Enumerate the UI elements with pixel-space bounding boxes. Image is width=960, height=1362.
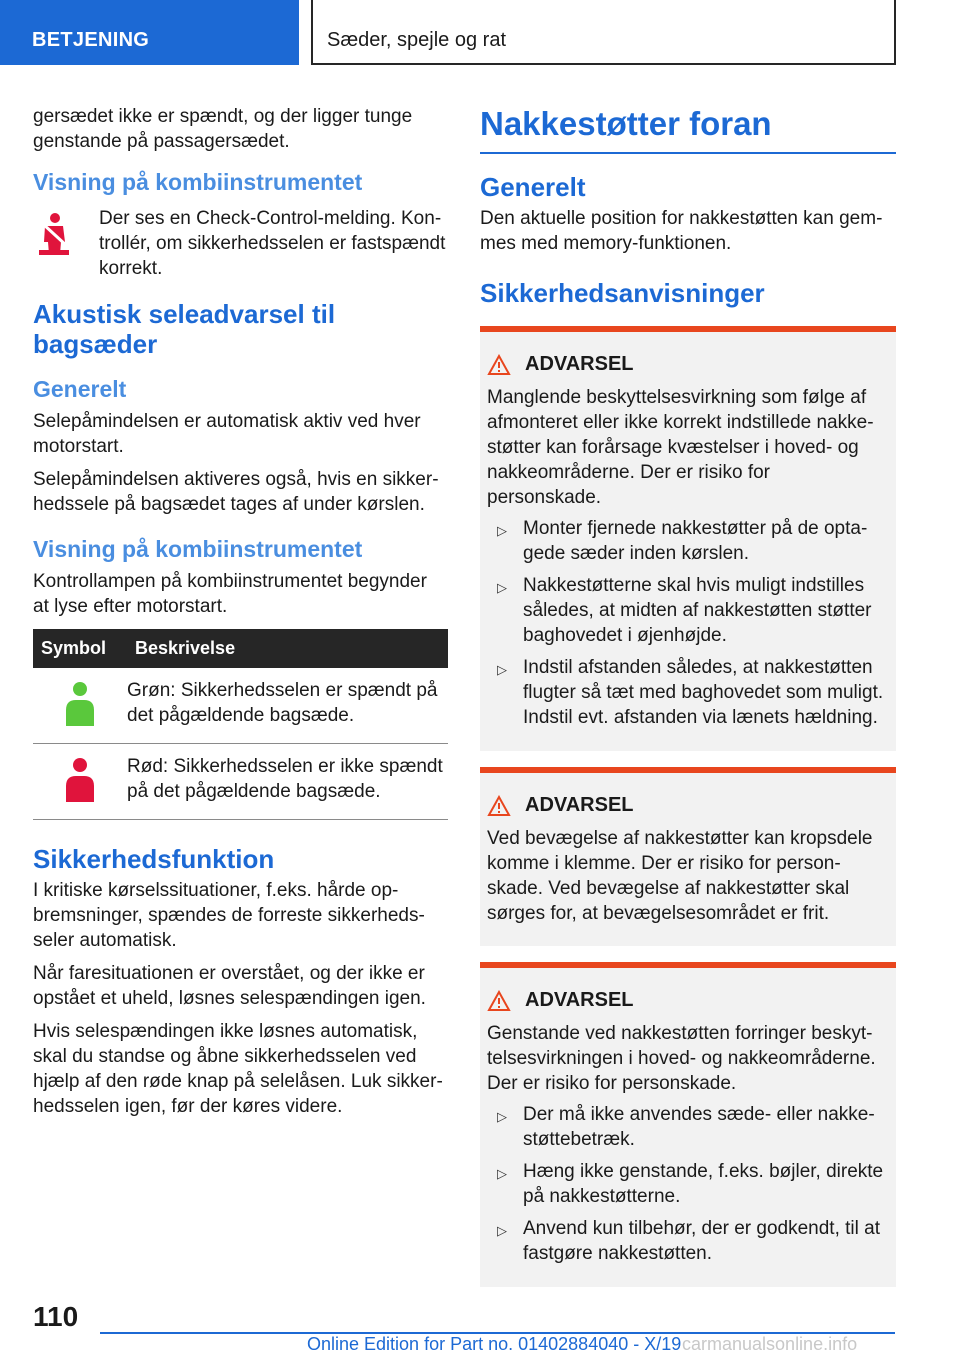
chapter-title: Sæder, spejle og rat [327,29,506,51]
table-cell-description: Grøn: Sikkerhedsselen er spændt på det pågældende bagsæde. [127,668,448,744]
warning-list [487,1102,888,1266]
page-number: 110 [33,1301,79,1332]
general-paragraph-2: Selepåmindelsen aktiveres også, hvis en sikkerhedssele på bagsædet tages af under kørslen. [33,469,439,515]
warning-triangle-icon [487,990,511,1012]
warning-text: Manglende beskyttelsesvirkning som følge af afmonteret eller ikke korrekt indstillede nakkestøtter kan forårsage kvæstelser i hoved- og nakkeområderne. Der er risiko for personskade. [487,387,874,508]
safety-function-heading: Sikkerhedsfunktion [33,844,275,874]
footer-watermark: carmanualsonline.info [682,1334,858,1354]
warning-box [480,767,896,946]
warning-box [480,962,896,1287]
warning-box [480,326,896,751]
footer-edition: Online Edition for Part no. 01402884040 - X/19 [307,1334,682,1354]
general-heading-right: Generelt [480,172,586,202]
safety-instructions-heading: Sikkerhedsanvisninger [480,278,765,308]
triangle-bullet-icon: ▷ [497,1166,507,1181]
warning-title: ADVARSEL [487,793,888,818]
safety-paragraph-3: Hvis selespændingen ikke løsnes automatisk, skal du standse og åbne sikkerhedsselen ved hjælp af den røde knap på selelåsen. Luk sikkerhedsselen igen, før der køres videre. [33,1021,443,1117]
triangle-bullet-icon: ▷ [497,1109,507,1124]
triangle-bullet-icon: ▷ [497,580,507,595]
seatbelt-warning-row [33,206,448,281]
warning-triangle-icon [487,795,511,817]
general-paragraph-1: Selepåmindelsen er automatisk aktiv ved hver motorstart. [33,411,421,457]
warning-list [487,516,888,730]
section-title: BETJENING [32,29,150,51]
triangle-bullet-icon: ▷ [497,523,507,538]
warning-title: ADVARSEL [487,352,888,377]
general-heading-left: Generelt [33,376,127,402]
table-row [33,668,448,744]
list-item: ▷ Monter fjernede nakkestøtter på de optagede sæder inden kørslen. [487,516,888,566]
red-seatbelt-icon [33,744,127,820]
table-header-description: Beskrivelse [127,629,448,668]
table-row [33,744,448,820]
triangle-bullet-icon: ▷ [497,1223,507,1238]
list-item: ▷ Hæng ikke genstande, f.eks. bøjler, direkte på nakkestøtterne. [487,1159,888,1209]
acoustic-heading: Akustisk seleadvarsel til bagsæder [33,299,336,359]
list-item: ▷ Der må ikke anvendes sæde- eller nakkestøttebetræk. [487,1102,888,1152]
general-text-right: Den aktuelle position for nakkestøtten kan gemmes med memory-funktionen. [480,208,883,254]
intro-paragraph: gersædet ikke er spændt, og der ligger tunge genstande på passagersædet. [33,106,413,152]
display-text-2: Kontrollampen på kombiinstrumentet begynder at lyse efter motorstart. [33,571,427,617]
section-tab [0,0,299,65]
list-item: ▷ Indstil afstanden således, at nakkestøtten flugter så tæt med baghovedet som muligt. Indstil evt. afstanden via lænets hældning. [487,655,888,730]
symbol-table [33,629,448,820]
headrests-title: Nakkestøtter foran [480,104,896,154]
table-cell-description: Rød: Sikkerhedsselen er ikke spændt på det pågældende bagsæde. [127,744,448,820]
display-heading-1: Visning på kombiinstrumentet [33,169,363,195]
list-item: ▷ Nakkestøtterne skal hvis muligt indstilles således, at midten af nakkestøtten støtter baghovedet i øjenhøjde. [487,573,888,648]
safety-paragraph-2: Når faresituationen er overstået, og der ikke er opstået et uheld, løsnes selespændingen igen. [33,963,426,1009]
triangle-bullet-icon: ▷ [497,662,507,677]
chapter-tab [311,0,896,65]
green-seatbelt-icon [33,668,127,744]
display-heading-2: Visning på kombiinstrumentet [33,536,363,562]
left-column [33,104,448,1127]
safety-paragraph-1: I kritiske kørselssituationer, f.eks. hårde opbremsninger, spændes de forreste sikkerhedsseler automatisk. [33,880,425,951]
warning-title: ADVARSEL [487,988,888,1013]
right-column [480,104,896,1303]
list-item: ▷ Anvend kun tilbehør, der er godkendt, til at fastgøre nakkestøtten. [487,1216,888,1266]
display-text-1: Der ses en Check-Control-melding. Kontrollér, om sikkerhedsselen er fastspændt korrekt. [99,208,446,279]
warning-triangle-icon [487,354,511,376]
seatbelt-warning-icon [33,206,99,281]
warning-text: Ved bevægelse af nakkestøtter kan kropsdele komme i klemme. Der er risiko for personskade. Ved bevægelse af nakkestøtter skal sørges for, at bevægelsesområdet er frit. [487,828,873,924]
warning-text: Genstande ved nakkestøtten forringer beskyttelsesvirkningen i hoved- og nakkeområderne. Der er risiko for personskade. [487,1023,876,1094]
table-header-symbol: Symbol [33,629,127,668]
